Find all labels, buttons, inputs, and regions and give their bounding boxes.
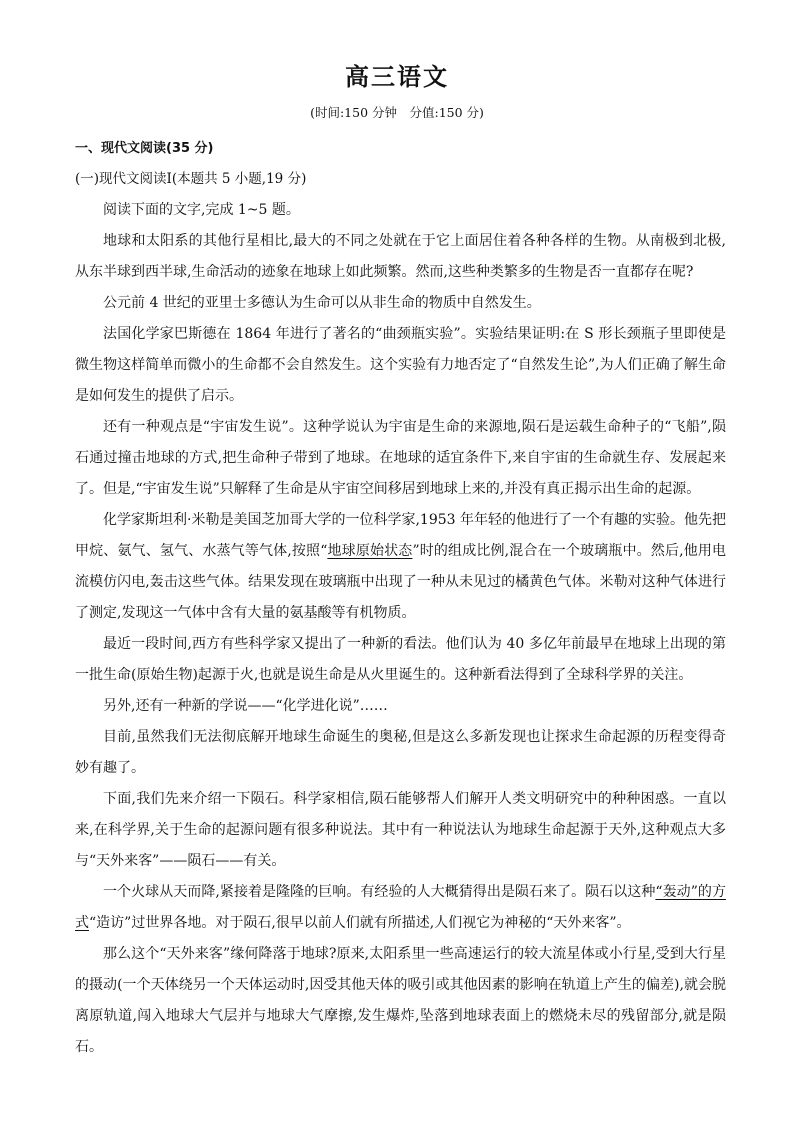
- subsection-heading: (一)现代文阅读Ⅰ(本题共 5 小题,19 分): [75, 171, 307, 187]
- passage-paragraph-10: [75, 877, 726, 939]
- reading-instruction: 阅读下面的文字,完成 1~5 题。: [103, 202, 300, 218]
- passage-paragraph-8: 目前,虽然我们无法彻底解开地球生命诞生的奥秘,但是这么多新发现也让探求生命起源的历程变得奇妙有趣了。: [75, 729, 726, 776]
- passage-p5-text-start: 化学家斯坦利·米勒是美国芝加哥大学的一位科学家,1953 年年轻的他进行了一个有趣的实验。他先把甲烷、氨气、氢气、水蒸气等气体,按照“: [75, 512, 726, 559]
- passage-p5-text-end: ”时的组成比例,混合在一个玻璃瓶中。然后,他用电流模仿闪电,轰击这些气体。结果发现在玻璃瓶中出现了一种从未见过的橘黄色气体。米勒对这种气体进行了测定,发现这一气体中含有大量的氨基酸等有机物质。: [75, 543, 727, 621]
- passage-paragraph-3: 法国化学家巴斯德在 1864 年进行了著名的“曲颈瓶实验”。实验结果证明:在 S 形长颈瓶子里即使是微生物这样简单而微小的生命都不会自然发生。这个实验有力地否定了“自然发生论”,为人们正确了解生命是如何发生的提供了启示。: [75, 326, 726, 404]
- passage-paragraph-6: 最近一段时间,西方有些科学家又提出了一种新的看法。他们认为 40 多亿年前最早在地球上出现的第一批生命(原始生物)起源于火,也就是说生命是从火里诞生的。这种新看法得到了全球科学界的关注。: [75, 636, 726, 683]
- passage-paragraph-1: 地球和太阳系的其他行星相比,最大的不同之处就在于它上面居住着各种各样的生物。从南极到北极,从东半球到西半球,生命活动的迹象在地球上如此频繁。然而,这些种类繁多的生物是否一直都存在呢?: [75, 233, 726, 280]
- passage-paragraph-5: [75, 505, 726, 629]
- passage-paragraph-4: 还有一种观点是“宇宙发生说”。这种学说认为宇宙是生命的来源地,陨石是运载生命种子的“飞船”,陨石通过撞击地球的方式,把生命种子带到了地球。在地球的适宜条件下,来自宇宙的生命就生存、发展起来了。但是,“宇宙发生说”只解释了生命是从宇宙空间移居到地球上来的,并没有真正揭示出生命的起源。: [75, 419, 726, 497]
- passage-p10-text-end: “造访”过世界各地。对于陨石,很早以前人们就有所描述,人们视它为神秘的“天外来客”。: [89, 915, 631, 931]
- passage-paragraph-2: 公元前 4 世纪的亚里士多德认为生命可以从非生命的物质中自然发生。: [103, 295, 541, 311]
- passage-paragraph-7: 另外,还有一种新的学说——“化学进化说”……: [103, 698, 388, 714]
- underlined-phrase-earth-original-state: 地球原始状态: [327, 543, 413, 559]
- underlined-phrase-sensational-way: “轰动”的方式: [75, 884, 726, 931]
- passage-paragraph-9: 下面,我们先来介绍一下陨石。科学家相信,陨石能够帮人们解开人类文明研究中的种种困惑。一直以来,在科学界,关于生命的起源问题有很多种说法。其中有一种说法认为地球生命起源于天外,这种观点大多与“天外来客”——陨石——有关。: [75, 791, 726, 869]
- passage-paragraph-11: 那么这个“天外来客”缘何降落于地球?原来,太阳系里一些高速运行的较大流星体或小行星,受到大行星的摄动(一个天体绕另一个天体运动时,因受其他天体的吸引或其他因素的影响在轨道上产生的偏差),就会脱离原轨道,闯入地球大气层并与地球大气摩擦,发生爆炸,坠落到地球表面上的燃烧未尽的残留部分,就是陨石。: [75, 946, 726, 1055]
- document-title: 高三语文: [345, 63, 449, 91]
- document-body: [75, 133, 726, 1063]
- document-subtitle: (时间:150 分钟 分值:150 分): [310, 105, 484, 120]
- section-heading: 一、现代文阅读(35 分): [75, 141, 214, 156]
- passage-p10-text-start: 一个火球从天而降,紧接着是隆隆的巨响。有经验的人大概猜得出是陨石来了。陨石以这种: [103, 884, 656, 900]
